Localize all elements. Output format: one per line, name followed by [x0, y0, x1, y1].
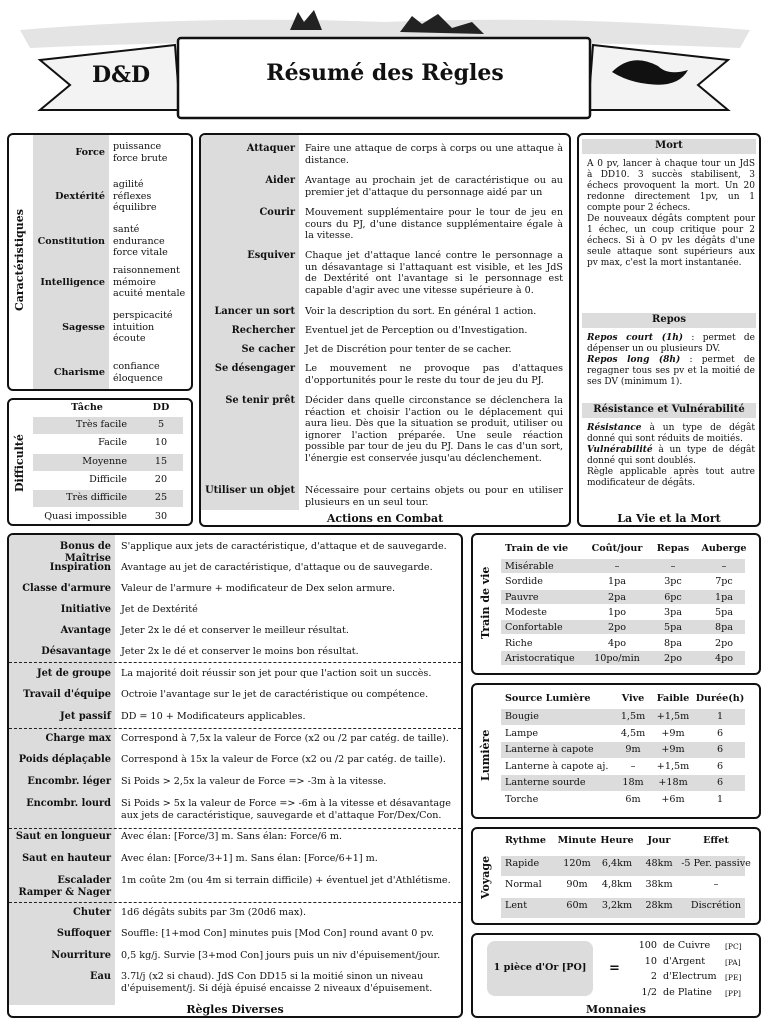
voyage-cell: 3,2km: [601, 900, 633, 911]
difficulte-head-dd: DD: [152, 402, 170, 413]
action-name: Courir: [259, 207, 295, 218]
regle-desc: Si Poids > 2,5x la valeur de Force => -3m à la vitesse.: [121, 776, 387, 787]
monnaies-equals: =: [609, 961, 620, 976]
train-cell: 3pa: [664, 606, 682, 618]
difficulte-task: Facile: [98, 437, 127, 449]
train-cell: Riche: [505, 637, 533, 649]
difficulte-dd: 15: [154, 455, 168, 467]
lumiere-cell: 6: [716, 777, 724, 788]
action-desc: Chaque jet d'attaque lancé contre le personnage a un désavantage si l'attaquant est visible, et les JdS de Dextérité ont l'avantage si le personnage est capable d'agir avec une vitesse supérieure à 0.: [305, 250, 563, 296]
mort-title: Mort: [655, 140, 683, 151]
train-cell: Pauvre: [505, 591, 539, 603]
vulnerabilite-key: Vulnérabilité: [587, 445, 653, 455]
train-cell: Aristocratique: [505, 652, 575, 664]
regle-name: Bonus de Maîtrise: [59, 541, 111, 564]
monnaies-title: Monnaies: [585, 1003, 646, 1016]
regle-name: Saut en hauteur: [22, 853, 111, 864]
repos-court-value: : permet de dépenser un ou plusieurs DV.: [587, 333, 755, 354]
train-cell: 2pa: [608, 591, 626, 603]
lumiere-label: Lumière: [479, 729, 492, 781]
carac-desc: perspicacité intuition écoute: [113, 310, 173, 344]
train-cell: 5pa: [664, 622, 682, 634]
regles-title: Règles Diverses: [186, 1003, 284, 1016]
resistance-value: à un type de dégât donné qui sont réduits de moitiés.: [587, 423, 755, 444]
action-desc: Décider dans quelle circonstance se déclenchera la réaction et choisir l'action ou le déplacement qui aura lieu. Dès que la situation se produit, utiliser ou ignorer l'action préparée. Une seule réaction possible par tour de jeu du PJ. Dans le cas d'un sort, l'énergie est conservée jusqu'au déclenchement.: [305, 395, 563, 464]
monnaie-name: d'Argent: [663, 955, 706, 967]
regle-desc: Correspond à 15x la valeur de Force (x2 ou /2 par catég. de taille).: [121, 754, 446, 765]
regle-desc: 1m coûte 2m (ou 4m si terrain difficile) + éventuel jet d'Athlétisme.: [121, 875, 451, 886]
difficulte-task: Moyenne: [82, 455, 127, 467]
dnd-logo: D&D: [92, 62, 151, 88]
action-name: Se tenir prêt: [225, 395, 295, 406]
voyage-cell: Rapide: [505, 858, 540, 869]
regle-desc: Jet de Dextérité: [121, 604, 198, 615]
lumiere-cell: Lanterne à capote: [505, 744, 594, 755]
voyage-cell: 60m: [566, 900, 588, 911]
regle-name: Encombr. lourd: [26, 798, 111, 809]
train-cell: 6pc: [664, 591, 682, 603]
lumiere-cell: Lanterne sourde: [505, 777, 586, 788]
lumiere-cell: Torche: [505, 793, 539, 805]
regle-desc: La majorité doit réussir son jet pour que l'action soit un succès.: [121, 668, 432, 679]
monnaie-name: d'Electrum: [663, 971, 717, 982]
regle-name: Charge max: [45, 733, 111, 744]
resistance-text: [587, 423, 755, 489]
action-desc: Faire une attaque de corps à corps ou une attaque à distance.: [305, 143, 563, 166]
lumiere-cell: 6m: [625, 793, 641, 805]
train-cell: 1pa: [715, 591, 733, 603]
regle-name: Jet passif: [60, 711, 111, 722]
action-name: Lancer un sort: [214, 306, 295, 317]
monnaie-abbr: [PA]: [725, 957, 741, 967]
difficulte-dd: 25: [154, 492, 168, 504]
carac-desc: raisonnement mémoire acuité mentale: [113, 265, 186, 299]
voyage-panel: [471, 827, 761, 925]
lumiere-header: Source Lumière: [505, 693, 591, 704]
train-cell: 1po: [607, 606, 627, 618]
regles-panel: [7, 533, 463, 1018]
difficulte-task: Difficile: [89, 473, 127, 485]
monnaie-quantity: 2: [650, 971, 657, 982]
voyage-cell: 4,8km: [601, 879, 633, 890]
voyage-header: Rythme: [505, 835, 547, 846]
action-name: Rechercher: [231, 325, 295, 336]
lumiere-cell: Bougie: [505, 711, 539, 722]
monnaies-panel: [471, 933, 761, 1018]
difficulte-label: Difficulté: [13, 434, 26, 492]
difficulte-dd: 30: [154, 510, 168, 522]
carac-name: Charisme: [53, 366, 105, 378]
lumiere-cell: 6: [716, 744, 724, 755]
train-cell: –: [614, 561, 620, 572]
lumiere-cell: Lampe: [505, 727, 539, 739]
monnaie-quantity: 10: [644, 955, 657, 967]
vulnerabilite-value: à un type de dégât donné qui sont doublés.: [587, 445, 755, 466]
regle-name: Suffoquer: [56, 928, 111, 939]
repos-text: [587, 333, 755, 388]
action-name: Se désengager: [214, 363, 295, 374]
regle-desc: Octroie l'avantage sur le jet de caractéristique ou compétence.: [121, 689, 429, 700]
carac-name: Dextérité: [55, 190, 105, 202]
action-name: Se cacher: [241, 344, 295, 355]
train-cell: 7pc: [715, 576, 733, 588]
repos-title: Repos: [652, 314, 686, 325]
train-cell: –: [721, 561, 727, 572]
regle-desc: 1d6 dégâts subits par 3m (20d6 max).: [121, 907, 307, 918]
lumiere-cell: +6m: [661, 793, 685, 805]
action-name: Esquiver: [247, 250, 295, 261]
lumiere-cell: 1: [716, 793, 724, 805]
actions-panel: [199, 133, 571, 527]
regle-desc: Si Poids > 5x la valeur de Force => -6m à la vitesse et désavantage aux jets de caractéristique, sauvegarde et d'attaque For/Dex/Con.: [121, 798, 451, 821]
regle-name: Désavantage: [41, 646, 111, 657]
monnaie-abbr: [PP]: [725, 988, 741, 998]
action-name: Aider: [265, 175, 295, 186]
lumiere-panel: [471, 683, 761, 819]
train-header: Coût/jour: [591, 543, 643, 554]
action-desc: Jet de Discrétion pour tenter de se cacher.: [305, 344, 512, 355]
action-desc: Nécessaire pour certains objets ou pour en utiliser plusieurs en un seul tour.: [305, 485, 563, 508]
regle-name: Jet de groupe: [36, 668, 111, 679]
monnaie-quantity: 1/2: [641, 986, 657, 998]
carac-name: Sagesse: [62, 321, 105, 333]
lumiere-cell: +9m: [661, 727, 685, 739]
voyage-header: Minute: [557, 835, 597, 846]
train-cell: Modeste: [505, 606, 547, 618]
regle-name: Travail d'équipe: [23, 689, 111, 700]
voyage-cell: 48km: [645, 858, 673, 869]
action-name: Utiliser un objet: [205, 485, 295, 496]
train-cell: 1pa: [608, 576, 626, 588]
lumiere-header: Faible: [656, 693, 690, 704]
train-cell: 2po: [607, 622, 627, 634]
voyage-header: Effet: [703, 835, 729, 846]
difficulte-dd: 20: [154, 473, 168, 485]
regle-name: Encombr. léger: [27, 776, 111, 787]
monnaies-box-label: 1 pièce d'Or [PO]: [493, 962, 587, 973]
regle-desc: DD = 10 + Modificateurs applicables.: [121, 711, 306, 722]
train-header: Train de vie: [505, 543, 569, 554]
train-panel: [471, 533, 761, 675]
resistance-key: Résistance: [587, 423, 642, 433]
difficulte-head-task: Tâche: [71, 402, 103, 413]
train-cell: 2po: [714, 637, 734, 649]
train-cell: –: [670, 561, 676, 572]
regle-desc: Correspond à 7,5x la valeur de Force (x2 ou /2 par catég. de taille).: [121, 733, 449, 744]
page-title: Résumé des Règles: [266, 60, 504, 86]
difficulte-task: Très facile: [75, 419, 127, 430]
carac-name: Intelligence: [40, 276, 105, 288]
regle-desc: Jeter 2x le dé et conserver le meilleur résultat.: [121, 625, 349, 636]
difficulte-dd: 10: [154, 437, 168, 449]
lumiere-cell: 18m: [622, 777, 644, 788]
regle-name: Eau: [90, 971, 111, 982]
regle-name: Avantage: [60, 625, 111, 636]
regle-name: Inspiration: [49, 562, 111, 573]
voyage-header: Heure: [600, 835, 634, 846]
voyage-cell: Discrétion: [690, 900, 742, 911]
lumiere-cell: 1,5m: [620, 711, 646, 722]
voyage-cell: -5 Per. passive: [681, 858, 751, 869]
actions-title: Actions en Combat: [326, 512, 444, 525]
mort-text: A 0 pv, lancer à chaque tour un JdS à DD10. 3 succès stabilisent, 3 échecs provoquent la mort. Un 20 redonne directement 1pv, un 1 compte pour 2 échecs. De nouveaux dégâts comptent pour 1 échec, un coup critique pour 2 échecs. Si à O pv les dégâts d'une seule attaque sont supérieurs aux pv max, c'est la mort instantanée.: [587, 159, 755, 268]
caracteristiques-label: Caractéristiques: [13, 209, 26, 311]
monnaie-abbr: [PC]: [725, 942, 742, 951]
regle-name: Poids déplaçable: [18, 754, 111, 765]
action-desc: Le mouvement ne provoque pas d'attaques d'opportunités pour le reste du tour de jeu du PJ.: [305, 363, 563, 386]
train-cell: 10po/min: [594, 652, 640, 664]
train-cell: Misérable: [505, 561, 554, 572]
voyage-cell: Normal: [505, 879, 542, 890]
lumiere-cell: +9m: [661, 744, 685, 755]
vie-mort-title: La Vie et la Mort: [617, 512, 721, 525]
train-label: Train de vie: [479, 566, 492, 639]
actions-name-column: [201, 135, 299, 510]
vie-mort-panel: [577, 133, 761, 527]
lumiere-cell: Lanterne à capote aj.: [505, 760, 609, 772]
repos-long-value: : permet de regagner tous ses pv et la moitié de ses DV (minimum 1).: [587, 355, 755, 387]
difficulte-dd: 5: [157, 419, 165, 430]
regle-desc: Avantage au jet de caractéristique, d'attaque ou de sauvegarde.: [121, 562, 433, 573]
repos-long-key: Repos long (8h): [587, 355, 681, 365]
lumiere-header: Vive: [621, 693, 645, 704]
action-desc: Eventuel jet de Perception ou d'Investigation.: [305, 325, 528, 336]
carac-desc: puissance force brute: [113, 141, 168, 164]
train-cell: 8pa: [715, 622, 733, 634]
action-desc: Avantage au prochain jet de caractéristique ou au premier jet d'attaque du personnage aidé par un: [305, 175, 563, 198]
regle-name: Nourriture: [51, 950, 111, 961]
regle-desc: Valeur de l'armure + modificateur de Dex selon armure.: [121, 583, 396, 594]
train-cell: 2po: [663, 652, 683, 664]
regle-desc: Souffle: [1+mod Con] minutes puis [Mod Con] round avant 0 pv.: [121, 928, 434, 939]
train-cell: 4po: [714, 652, 734, 664]
difficulte-task: Très difficile: [66, 492, 127, 504]
voyage-cell: 90m: [566, 879, 588, 890]
resistance-title: Résistance et Vulnérabilité: [593, 404, 745, 415]
regle-desc: 0,5 kg/j. Survie [3+mod Con] jours puis un niv d'épuisement/jour.: [121, 950, 441, 961]
train-cell: Sordide: [505, 576, 543, 588]
carac-name: Constitution: [37, 235, 105, 247]
regle-desc: Jeter 2x le dé et conserver le moins bon résultat.: [121, 646, 359, 657]
lumiere-cell: +1,5m: [656, 760, 690, 772]
caracteristiques-panel: [7, 133, 193, 391]
carac-desc: confiance éloquence: [113, 361, 163, 384]
train-cell: Confortable: [505, 622, 563, 634]
difficulte-task: Quasi impossible: [44, 510, 127, 522]
voyage-cell: 6,4km: [601, 858, 633, 869]
action-desc: Voir la description du sort. En général 1 action.: [305, 306, 537, 317]
regle-desc: 3.7l/j (x2 si chaud). JdS Con DD15 si la moitié sinon un niveau d'épuisement/j. Si déjà épuisé encaisse 2 niveaux d'épuisement.: [121, 971, 433, 994]
action-desc: Mouvement supplémentaire pour le tour de jeu en cours du PJ, d'une distance supplémentaire égale à la vitesse.: [305, 207, 563, 241]
lumiere-cell: 1: [716, 711, 724, 722]
train-header: Auberge: [701, 543, 747, 554]
lumiere-cell: +1,5m: [656, 711, 690, 722]
voyage-cell: 120m: [563, 858, 591, 869]
train-cell: 4po: [607, 637, 627, 649]
train-cell: 8pa: [664, 637, 682, 649]
lumiere-cell: 4,5m: [620, 727, 646, 739]
train-header: Repas: [656, 543, 690, 554]
header-banner: [0, 0, 768, 128]
carac-name: Force: [75, 146, 105, 158]
lumiere-cell: 9m: [625, 744, 641, 755]
voyage-cell: –: [713, 879, 719, 890]
voyage-cell: 38km: [645, 879, 673, 890]
lumiere-cell: 6: [716, 727, 724, 739]
voyage-cell: Lent: [505, 900, 528, 911]
lumiere-cell: –: [630, 760, 636, 772]
monnaie-name: de Platine: [663, 986, 712, 998]
lumiere-cell: 6: [716, 760, 724, 772]
regle-desc: S'applique aux jets de caractéristique, d'attaque et de sauvegarde.: [121, 541, 447, 552]
monnaie-name: de Cuivre: [663, 940, 711, 951]
repos-court-key: Repos court (1h): [587, 333, 684, 343]
lumiere-header: Durée(h): [695, 693, 745, 704]
regle-name: Initiative: [60, 604, 111, 615]
regle-applicable: Règle applicable après tout autre modificateur de dégâts.: [587, 467, 755, 488]
regle-name: Classe d'armure: [22, 583, 111, 594]
voyage-header: Jour: [647, 835, 671, 846]
regle-name: Saut en longueur: [15, 831, 111, 842]
carac-desc: agilité réflexes équilibre: [113, 179, 157, 213]
regle-desc: Avec élan: [Force/3+1] m. Sans élan: [Force/6+1] m.: [121, 853, 378, 864]
regle-name: Chuter: [73, 907, 111, 918]
voyage-cell: 28km: [645, 900, 673, 911]
train-cell: 3pc: [664, 576, 682, 588]
monnaie-quantity: 100: [638, 940, 657, 951]
action-name: Attaquer: [246, 143, 295, 154]
carac-desc: santé endurance force vitale: [113, 224, 168, 258]
monnaie-abbr: [PE]: [725, 973, 742, 982]
lumiere-cell: +18m: [658, 777, 688, 788]
difficulte-panel: [7, 398, 193, 526]
train-cell: 5pa: [715, 606, 733, 618]
voyage-label: Voyage: [479, 855, 492, 899]
regle-name: Escalader Ramper & Nager: [18, 875, 111, 898]
regle-desc: Avec élan: [Force/3] m. Sans élan: Force/6 m.: [121, 831, 343, 842]
